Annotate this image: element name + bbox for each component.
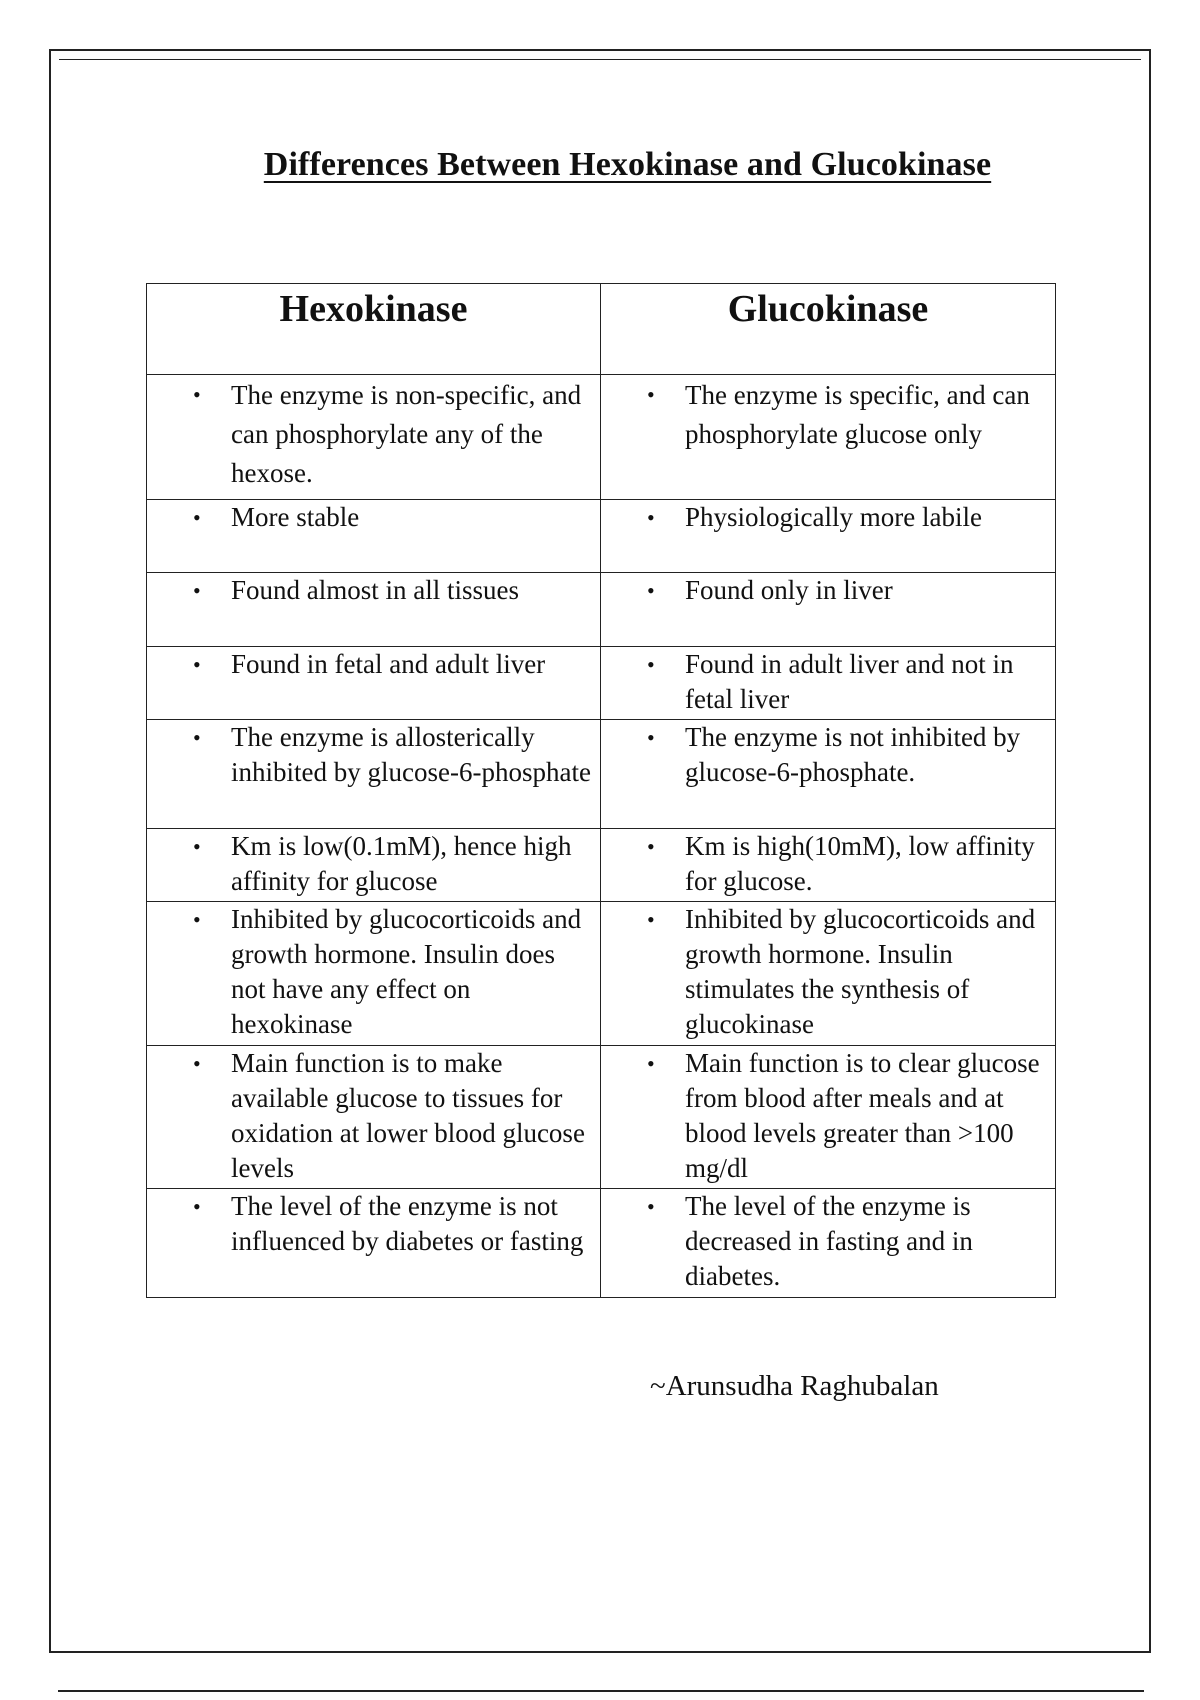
hexokinase-cell	[147, 902, 601, 1046]
hexokinase-text: More stable	[231, 502, 360, 532]
glucokinase-cell	[601, 902, 1056, 1046]
top-inner-rule	[59, 59, 1141, 60]
glucokinase-text: Found only in liver	[685, 575, 893, 605]
hexokinase-text: The level of the enzyme is not influenced by diabetes or fasting	[231, 1191, 584, 1256]
glucokinase-text: Main function is to clear glucose from blood after meals and at blood levels greater than >100 mg/dl	[685, 1048, 1040, 1183]
hexokinase-cell	[147, 829, 601, 902]
hexokinase-text: Inhibited by glucocorticoids and growth hormone. Insulin does not have any effect on hexokinase	[231, 904, 582, 1039]
bullet-icon: •	[193, 382, 201, 407]
glucokinase-text: Found in adult liver and not in fetal liver	[685, 649, 1014, 714]
table-row	[147, 500, 1056, 573]
hexokinase-text: Found in fetal and adult liver	[231, 649, 546, 679]
header-hexokinase: Hexokinase	[147, 284, 601, 375]
hexokinase-text: Km is low(0.1mM), hence high affinity for glucose	[231, 831, 572, 896]
glucokinase-text: The level of the enzyme is decreased in fasting and in diabetes.	[685, 1191, 973, 1291]
table-row	[147, 647, 1056, 720]
bullet-icon: •	[647, 505, 655, 530]
hexokinase-text: Main function is to make available glucose to tissues for oxidation at lower blood glucose levels	[231, 1048, 585, 1183]
glucokinase-cell	[601, 720, 1056, 829]
bullet-icon: •	[647, 725, 655, 750]
table-row	[147, 573, 1056, 647]
comparison-table	[146, 283, 1056, 1298]
hexokinase-cell	[147, 1189, 601, 1298]
hexokinase-text: Found almost in all tissues	[231, 575, 520, 605]
glucokinase-text: Km is high(10mM), low affinity for glucose.	[685, 831, 1035, 896]
hexokinase-cell	[147, 573, 601, 647]
bullet-icon: •	[647, 382, 655, 407]
table-row	[147, 902, 1056, 1046]
bullet-icon: •	[647, 1051, 655, 1076]
hexokinase-cell	[147, 375, 601, 500]
bullet-icon: •	[193, 578, 201, 603]
bullet-icon: •	[647, 834, 655, 859]
table-row	[147, 829, 1056, 902]
hexokinase-cell	[147, 720, 601, 829]
glucokinase-text: The enzyme is specific, and can phosphorylate glucose only	[685, 380, 1030, 449]
document-title: Differences Between Hexokinase and Glucokinase	[263, 146, 992, 183]
bullet-icon: •	[647, 907, 655, 932]
bullet-icon: •	[193, 652, 201, 677]
table-row	[147, 1189, 1056, 1298]
bullet-icon: •	[193, 834, 201, 859]
author-signature: ~Arunsudha Raghubalan	[650, 1370, 939, 1402]
hexokinase-cell	[147, 500, 601, 573]
table-header-row	[147, 284, 1056, 375]
bullet-icon: •	[193, 907, 201, 932]
table-row	[147, 1046, 1056, 1189]
bullet-icon: •	[193, 1051, 201, 1076]
hexokinase-cell	[147, 1046, 601, 1189]
hexokinase-cell	[147, 647, 601, 720]
table-row	[147, 375, 1056, 500]
glucokinase-cell	[601, 573, 1056, 647]
bullet-icon: •	[193, 1194, 201, 1219]
bullet-icon: •	[193, 725, 201, 750]
glucokinase-cell	[601, 375, 1056, 500]
glucokinase-text: Physiologically more labile	[685, 502, 982, 532]
glucokinase-cell	[601, 829, 1056, 902]
hexokinase-text: The enzyme is allosterically inhibited by glucose-6-phosphate	[231, 722, 591, 787]
bullet-icon: •	[647, 1194, 655, 1219]
hexokinase-text: The enzyme is non-specific, and can phosphorylate any of the hexose.	[231, 380, 582, 488]
header-glucokinase: Glucokinase	[601, 284, 1056, 375]
glucokinase-cell	[601, 1189, 1056, 1298]
bullet-icon: •	[647, 578, 655, 603]
table-row	[147, 720, 1056, 829]
bullet-icon: •	[193, 505, 201, 530]
glucokinase-cell	[601, 647, 1056, 720]
bottom-rule	[58, 1690, 1144, 1692]
glucokinase-cell	[601, 1046, 1056, 1189]
glucokinase-cell	[601, 500, 1056, 573]
bullet-icon: •	[647, 652, 655, 677]
glucokinase-text: The enzyme is not inhibited by glucose-6-phosphate.	[685, 722, 1021, 787]
glucokinase-text: Inhibited by glucocorticoids and growth hormone. Insulin stimulates the synthesis of glucokinase	[685, 904, 1036, 1039]
